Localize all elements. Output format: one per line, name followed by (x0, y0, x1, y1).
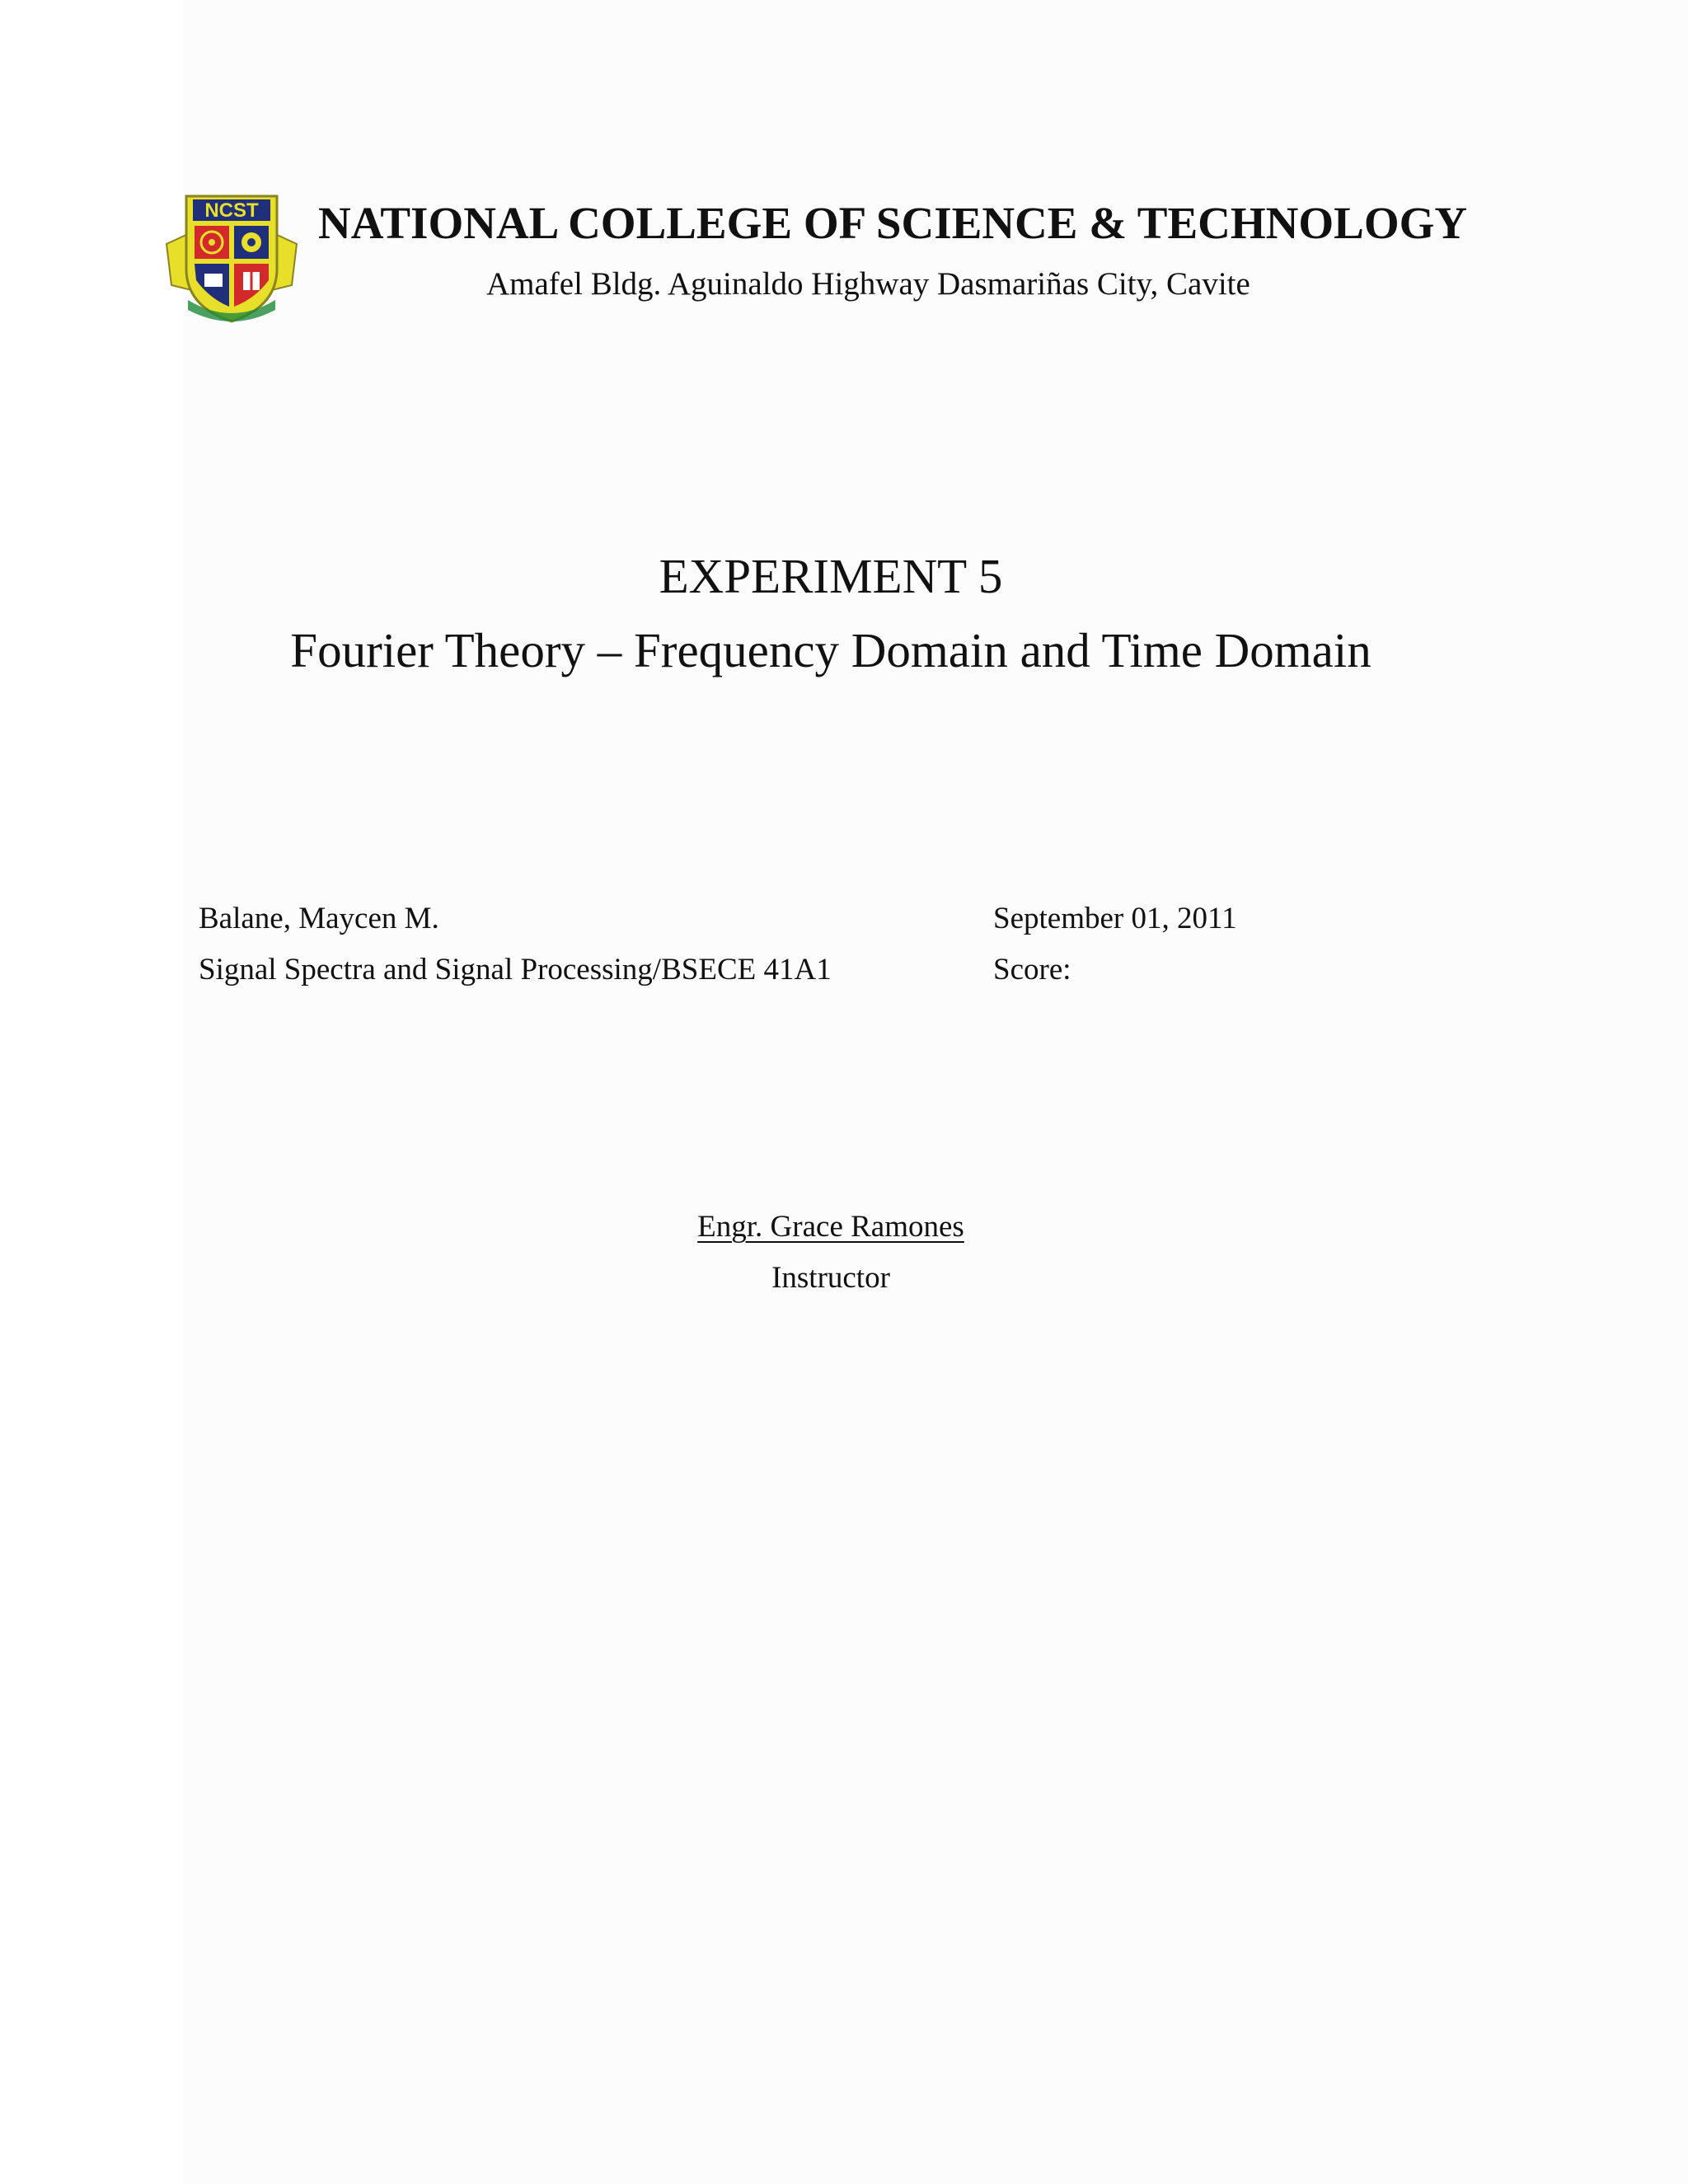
experiment-number: EXPERIMENT 5 (659, 549, 1003, 603)
submission-date: September 01, 2011 (993, 902, 1237, 935)
instructor-name: Engr. Grace Ramones (697, 1210, 964, 1244)
school-address: Amafel Bldg. Aguinaldo Highway Dasmariñas City, Cavite (486, 266, 1250, 302)
seal-lettering: NCST (204, 199, 259, 222)
instructor-name-line (0, 1208, 1662, 1246)
page-background (183, 0, 1688, 2184)
score-label: Score: (993, 953, 1071, 987)
school-name: NATIONAL COLLEGE OF SCIENCE & TECHNOLOGY (318, 198, 1468, 248)
instructor-role: Instructor (771, 1261, 890, 1295)
school-seal-logo (163, 193, 300, 325)
student-name: Balane, Maycen M. (199, 902, 439, 935)
experiment-title: Fourier Theory – Frequency Domain and Time Domain (290, 623, 1372, 677)
course-section: Signal Spectra and Signal Processing/BSECE 41A1 (199, 953, 832, 987)
